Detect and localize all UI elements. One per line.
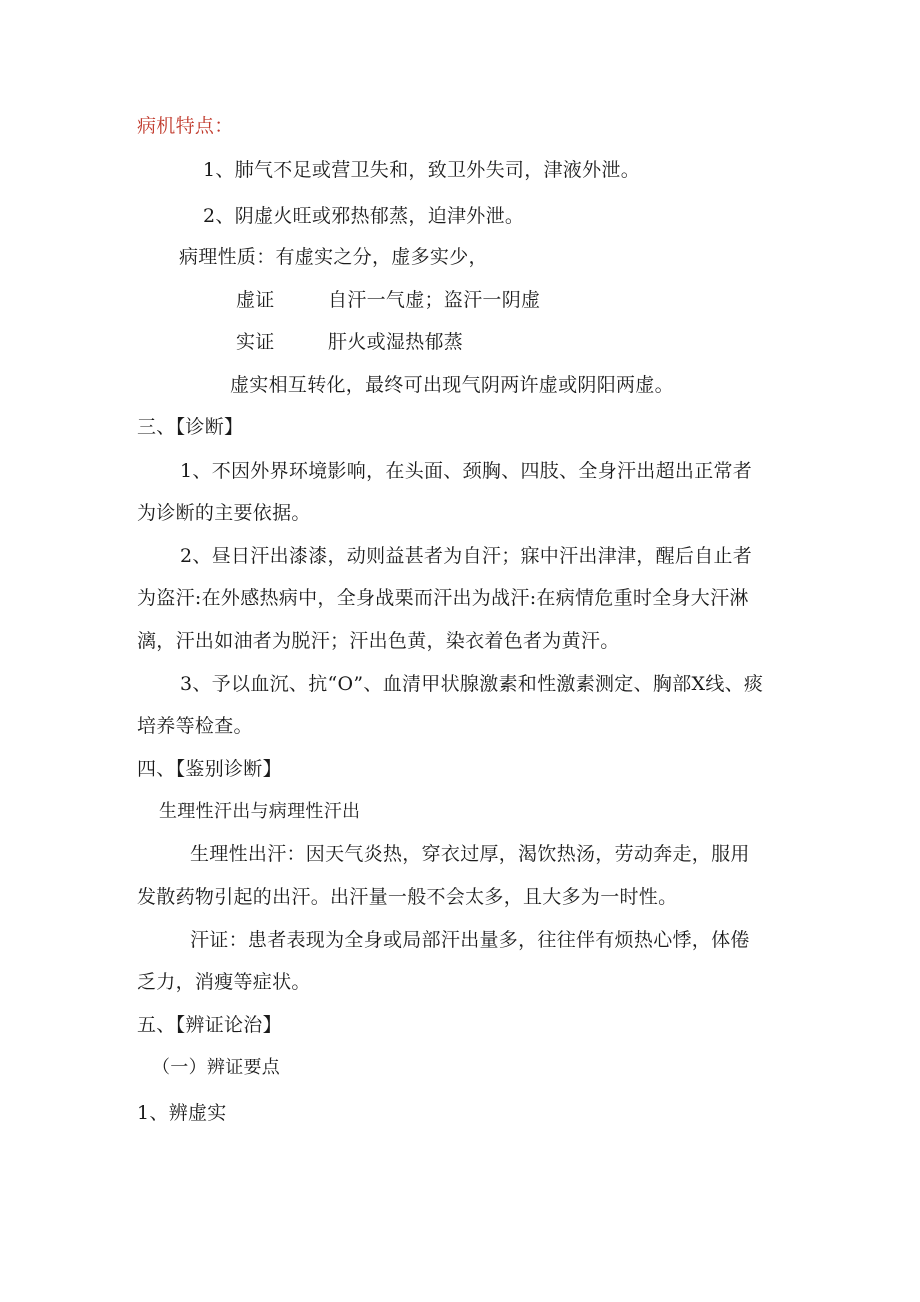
deficiency-row — [236, 287, 540, 313]
excess-label: 实证 — [236, 331, 275, 353]
diagnosis-p2-line3: 漓，汗出如油者为脱汗；汗出色黄，染衣着色者为黄汗。 — [137, 630, 620, 652]
treatment-point-1: 1、辨虚实 — [137, 1102, 227, 1124]
diagnosis-p1-line1: 1、不因外界环境影响，在头面、颈胸、四肢、全身汗出超出正常者 — [180, 460, 753, 482]
pathology-nature: 病理性质：有虚实之分，虚多实少， — [179, 246, 488, 268]
treatment-subsection: （一）辨证要点 — [152, 1057, 281, 1078]
deficiency-text: 自汗一气虚；盗汗一阴虚 — [328, 289, 541, 311]
differential-heading: 四、【鉴别诊断】 — [137, 758, 282, 780]
pathogenesis-item-1: 1、肺气不足或营卫失和，致卫外失司，津液外泄。 — [203, 159, 640, 181]
diagnosis-heading: 三、【诊断】 — [137, 416, 244, 438]
excess-row — [236, 329, 463, 355]
pathological-line2: 乏力，消瘦等症状。 — [137, 971, 311, 993]
differential-subtitle: 生理性汗出与病理性汗出 — [159, 801, 361, 822]
excess-text: 肝火或湿热郁蒸 — [328, 331, 464, 353]
diagnosis-p3-line1: 3、予以血沉、抗“O”、血清甲状腺激素和性激素测定、胸部X线、痰 — [180, 673, 764, 695]
pathogenesis-heading: 病机特点： — [137, 115, 234, 137]
treatment-heading: 五、【辨证论治】 — [137, 1014, 282, 1036]
physiological-line1: 生理性出汗：因天气炎热，穿衣过厚，渴饮热汤，劳动奔走，服用 — [190, 843, 750, 865]
diagnosis-p1-line2: 为诊断的主要依据。 — [137, 502, 311, 524]
transformation-note: 虚实相互转化，最终可出现气阴两许虚或阴阳两虚。 — [230, 374, 674, 396]
physiological-line2: 发散药物引起的出汗。出汗量一般不会太多，且大多为一时性。 — [137, 886, 678, 908]
pathogenesis-item-2: 2、阴虚火旺或邪热郁蒸，迫津外泄。 — [203, 205, 525, 227]
diagnosis-p3-line2: 培养等检查。 — [137, 715, 253, 737]
deficiency-label: 虚证 — [236, 289, 275, 311]
diagnosis-p2-line2: 为盗汗:在外感热病中，全身战栗而汗出为战汗:在病情危重时全身大汗淋 — [137, 587, 749, 609]
pathological-line1: 汗证：患者表现为全身或局部汗出量多，往往伴有烦热心悸，体倦 — [190, 929, 750, 951]
diagnosis-p2-line1: 2、昼日汗出漆漆，动则益甚者为自汗；寐中汗出津津，醒后自止者 — [180, 545, 753, 567]
